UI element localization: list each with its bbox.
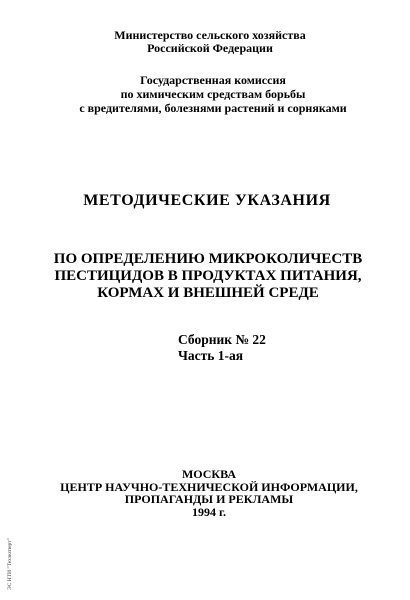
commission-line-3: с вредителями, болезнями растений и сорняками xyxy=(79,101,347,115)
publisher-name-line-2: ПРОПАГАНДЫ И РЕКЛАМЫ xyxy=(124,492,294,506)
publication-year: 1994 г. xyxy=(191,504,227,519)
publisher-name-line-1: ЦЕНТР НАУЧНО-ТЕХНИЧЕСКОЙ ИНФОРМАЦИИ, xyxy=(60,479,358,494)
document-title xyxy=(2,191,410,211)
document-subtitle xyxy=(3,251,410,302)
commission-line-2: по химическим средствам борьбы xyxy=(120,87,306,101)
subtitle-line-3: КОРМАХ И ВНЕШНЕЙ СРЕДЕ xyxy=(97,285,319,301)
commission-line-1: Государственная комиссия xyxy=(140,73,286,87)
publisher-city: МОСКВА xyxy=(181,467,237,481)
commission-heading xyxy=(8,73,410,115)
ministry-heading xyxy=(5,29,410,55)
subtitle-line-1: ПО ОПРЕДЕЛЕНИЮ МИКРОКОЛИЧЕСТВ xyxy=(53,251,363,267)
document-title-text: МЕТОДИЧЕСКИЕ УКАЗАНИЯ xyxy=(83,192,331,209)
collection-info xyxy=(10,332,410,364)
collection-number: Сборник № 22 xyxy=(178,332,266,347)
ministry-line-2: Российской Федерации xyxy=(147,41,273,55)
side-watermark-stamp: ЭС НТИ "Техэксперт" xyxy=(7,538,13,590)
collection-part: Часть 1-ая xyxy=(178,348,244,363)
publisher-info xyxy=(4,468,410,518)
subtitle-line-2: ПЕСТИЦИДОВ В ПРОДУКТАХ ПИТАНИЯ, xyxy=(54,268,362,284)
ministry-line-1: Министерство сельского хозяйства xyxy=(114,28,306,42)
